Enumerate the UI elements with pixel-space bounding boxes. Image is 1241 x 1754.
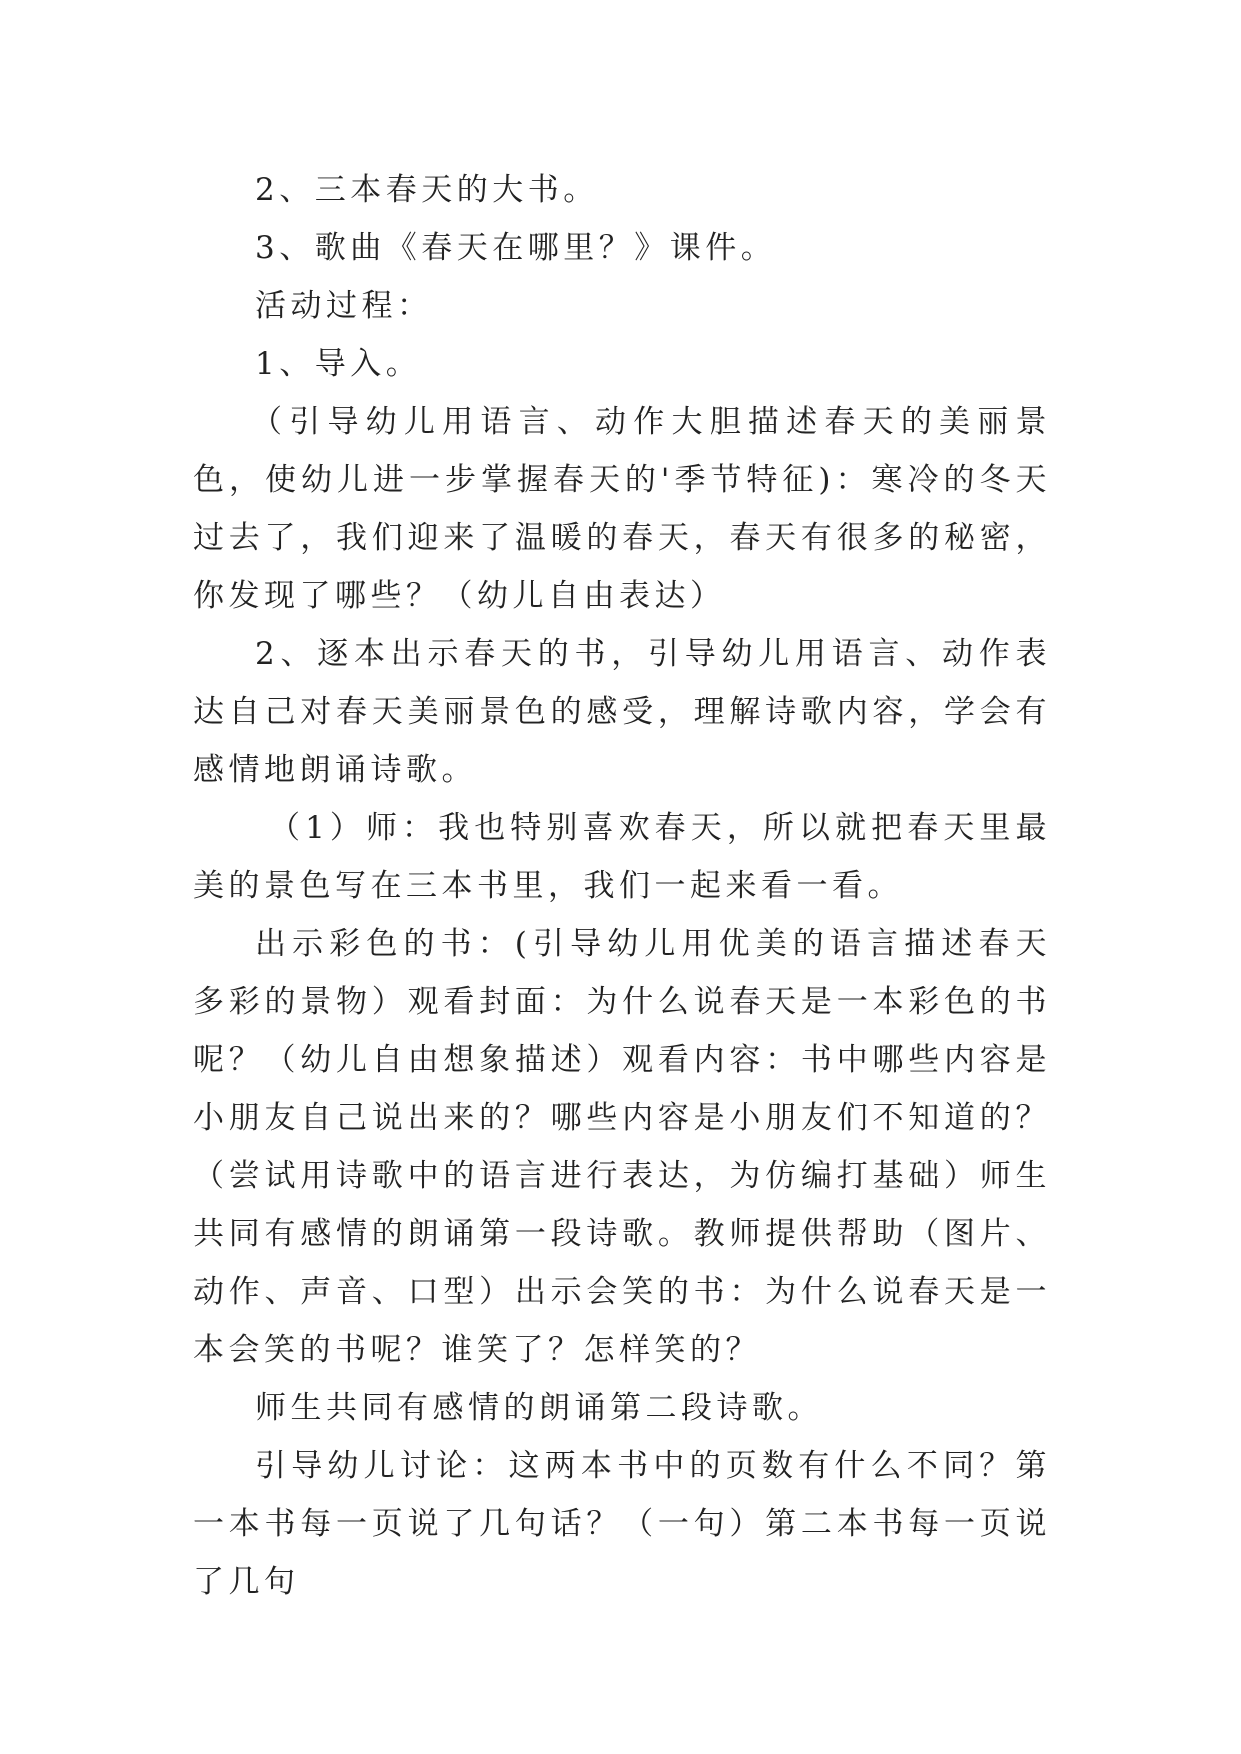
paragraph-materials-3: 3、歌曲《春天在哪里？》课件。	[255, 230, 777, 266]
paragraph-colorful-book: 出示彩色的书：(引导幼儿用优美的语言描述春天多彩的景物）观看封面：为什么说春天是一本彩色的书呢？（幼儿自由想象描述）观看内容：书中哪些内容是小朋友自己说出来的？哪些内容是小朋友们不知道的？（尝试用诗歌中的语言进行表达，为仿编打基础）师生共同有感情的朗诵第一段诗歌。教师提供帮助（图片、动作、声音、口型）出示会笑的书：为什么说春天是一本会笑的书呢？谁笑了？怎样笑的？	[193, 926, 1051, 1368]
paragraph-step-2-1: （1）师：我也特别喜欢春天，所以就把春天里最美的景色写在三本书里，我们一起来看一看。	[193, 810, 1051, 904]
paragraph-step-1-detail: （引导幼儿用语言、动作大胆描述春天的美丽景色，使幼儿进一步掌握春天的'季节特征)：寒冷的冬天过去了，我们迎来了温暖的春天，春天有很多的秘密，你发现了哪些？（幼儿自由表达）	[193, 404, 1051, 614]
paragraph-discussion: 引导幼儿讨论：这两本书中的页数有什么不同？第一本书每一页说了几句话？（一句）第二本书每一页说了几句	[193, 1448, 1051, 1600]
paragraph-recite-second: 师生共同有感情的朗诵第二段诗歌。	[255, 1390, 823, 1426]
paragraph-step-1: 1、导入。	[255, 346, 422, 382]
section-heading-activity-process: 活动过程：	[255, 288, 433, 324]
paragraph-step-2: 2、逐本出示春天的书，引导幼儿用语言、动作表达自己对春天美丽景色的感受，理解诗歌内容，学会有感情地朗诵诗歌。	[193, 636, 1051, 788]
document-body	[193, 161, 1051, 1611]
paragraph-materials-2: 2、三本春天的大书。	[255, 172, 599, 208]
